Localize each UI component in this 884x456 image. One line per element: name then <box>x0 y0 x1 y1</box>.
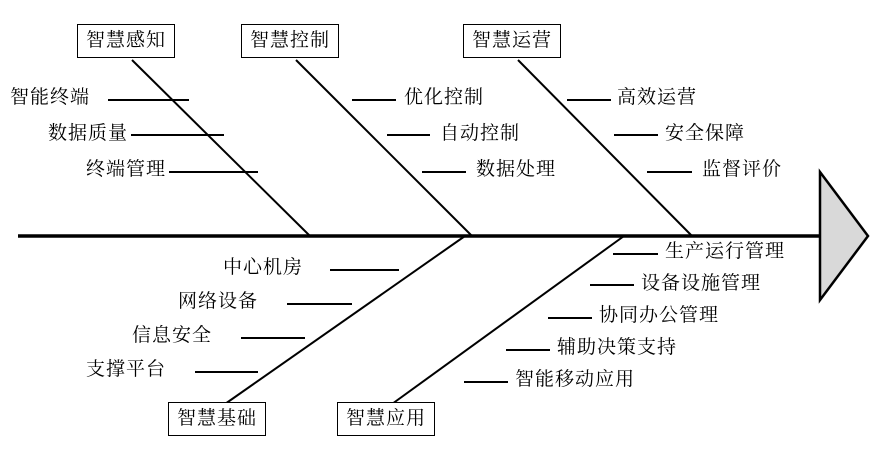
cause-label-smart-sensing-2: 数据质量 <box>48 123 129 144</box>
cause-label-smart-control-3: 数据处理 <box>476 159 557 180</box>
cause-label-smart-control-1: 优化控制 <box>404 87 485 108</box>
category-box-smart-infrastructure[interactable]: 智慧基础 <box>168 402 266 436</box>
category-box-smart-sensing[interactable]: 智慧感知 <box>77 24 175 58</box>
cause-label-smart-application-3: 协同办公管理 <box>599 305 720 326</box>
cause-label-smart-application-5: 智能移动应用 <box>515 369 636 390</box>
cause-label-smart-sensing-1: 智能终端 <box>10 87 91 108</box>
cause-label-smart-sensing-3: 终端管理 <box>86 159 167 180</box>
category-box-smart-application[interactable]: 智慧应用 <box>337 402 435 436</box>
cause-label-smart-infrastructure-3: 信息安全 <box>132 325 213 346</box>
cause-label-smart-control-2: 自动控制 <box>440 123 521 144</box>
cause-label-smart-operation-1: 高效运营 <box>617 87 698 108</box>
category-box-smart-operation[interactable]: 智慧运营 <box>463 24 561 58</box>
cause-label-smart-application-2: 设备设施管理 <box>641 273 762 294</box>
cause-label-smart-operation-2: 安全保障 <box>665 123 746 144</box>
cause-label-smart-application-1: 生产运行管理 <box>665 241 786 262</box>
cause-label-smart-infrastructure-1: 中心机房 <box>223 257 304 278</box>
cause-label-smart-application-4: 辅助决策支持 <box>557 337 678 358</box>
branch-smart-sensing <box>132 60 310 236</box>
category-box-smart-control[interactable]: 智慧控制 <box>241 24 339 58</box>
cause-label-smart-operation-3: 监督评价 <box>702 159 783 180</box>
spine-arrow-head <box>820 172 868 300</box>
cause-label-smart-infrastructure-4: 支撑平台 <box>86 359 167 380</box>
cause-label-smart-infrastructure-2: 网络设备 <box>178 291 259 312</box>
